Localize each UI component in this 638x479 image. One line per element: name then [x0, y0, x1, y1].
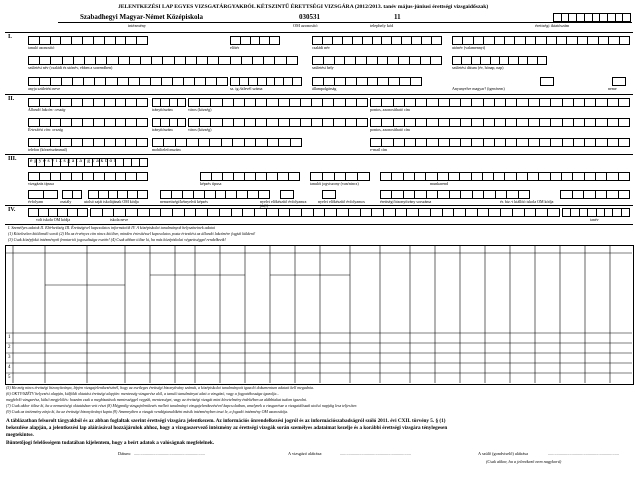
student-id-label: tanuló azonosító: [28, 45, 55, 50]
table-row-2: 2: [8, 345, 11, 350]
note-top-3: (3) Csak középfokú intézmények fenntartói jogosultsága esetén! (4) Csak abban töltse ki, ha más középiskolai végzettséggel rendelkezik!: [8, 237, 226, 242]
id-number-label: sz. ig./útlevél száma: [230, 86, 263, 91]
certificate-number-label: érettségi bizonyítvány sorszáma: [380, 199, 432, 204]
footnote-3: megfelelő vizsgarész, külső megjelölés: hozzám csak a megbízatások mentességgel vegyük, mentességet, vagy az érettségi vizsgát mint követelmény érdekében az alábbiakat tudom igazolni.: [6, 397, 308, 402]
given-name-label: utónév (valamennyi): [452, 45, 486, 50]
family-name-cells[interactable]: [312, 36, 442, 45]
school-name: Szabadhegyi Magyar-Német Középiskola: [80, 13, 204, 21]
prev-school-name-cells[interactable]: [90, 208, 560, 217]
om-code: 030531: [299, 13, 320, 21]
prep-year-2-cell[interactable]: [322, 190, 336, 199]
prefix-cells[interactable]: [230, 36, 280, 45]
mobile-cells[interactable]: [152, 138, 302, 147]
id-number-cells[interactable]: [230, 77, 302, 86]
subjects-table-grid: [5, 245, 633, 385]
certificate-number-cells[interactable]: [380, 190, 530, 199]
student-status-cells[interactable]: [310, 172, 370, 181]
note-top-1: I. Személyes adatok II. Elérhetőség III. Érettségivel kapcsolatos információk IV. A középiskolai tanulmányok helyszíneinek adatai: [8, 225, 215, 230]
cert-school-om-cells[interactable]: [560, 190, 630, 199]
phone-label: telefon (körzetszámmal): [28, 147, 67, 152]
school-label: intézmény: [128, 23, 146, 28]
prep-year-label: nyelvi előkészítő évfolyamra jár(t): [260, 199, 307, 208]
citizenship-label: állampolgárság: [312, 86, 337, 91]
training-type-label: képzés típusa: [200, 181, 222, 186]
section-1-roman: I.: [8, 34, 12, 40]
class-label: osztály: [60, 199, 72, 204]
applicant-signature-label: A vizsgázó aláírása:: [288, 451, 323, 456]
sex-cell[interactable]: [612, 77, 626, 86]
applicant-signature-dots[interactable]: ..................................................................: [340, 451, 411, 456]
table-row-3: 3: [8, 355, 11, 360]
prefix-label: előtér: [230, 45, 240, 50]
class-cells[interactable]: [62, 190, 82, 199]
section-4-roman: IV.: [8, 207, 16, 213]
section-3-roman: III.: [8, 156, 17, 162]
school-om-label: utolsó saját iskolájának OM kódja: [84, 199, 139, 204]
grade-cells[interactable]: [28, 190, 58, 199]
footnote-2: (6) OKTV/SZÉTV helyezési alapján, külföldi oktatást érettségi alapján: mentesség vizsgarész alól, a tanuló tanulmányai alatt a vizsgázó, vagy a fogyatékossága igazolja...: [6, 391, 280, 396]
notify-zip-label: irányítószám: [152, 127, 173, 132]
birth-date-label: születési dátum (év, hónap, nap): [452, 65, 504, 70]
prev-school-name-label: iskola neve: [110, 217, 129, 222]
date-dots[interactable]: ..................................................................: [134, 451, 205, 456]
notify-city-cells[interactable]: [188, 118, 368, 127]
school-om-cells[interactable]: [88, 190, 148, 199]
site-label: telephely kód: [370, 23, 394, 28]
address-zip-label: irányítószám: [152, 107, 173, 112]
work-schedule-cells[interactable]: [380, 172, 630, 181]
sex-label: neme: [608, 86, 617, 91]
address-city-label: város (község): [188, 107, 212, 112]
notify-country-label: Értesítési cím: ország: [28, 127, 63, 132]
form-title: JELENTKEZÉSI LAP EGYES VIZSGATÁRGYAKBÓL KÉTSZINTŰ ÉRETTSÉGI VIZSGÁRA (2012/2013. tanév május-júniusi érettségi vizsgaidőszak): [118, 4, 489, 10]
birth-name-cells[interactable]: [28, 56, 298, 65]
table-row-5: 5: [8, 375, 11, 380]
prep-year-cell[interactable]: [280, 190, 294, 199]
address-country-cells[interactable]: [28, 98, 148, 107]
notify-city-label: város (község): [188, 127, 212, 132]
mother-name-label: anyja születési neve: [28, 86, 60, 91]
email-label: e-mail cím: [370, 147, 388, 152]
training-type-cells[interactable]: [200, 172, 300, 181]
cert-school-om-label: ér. biz.-t kiállító iskola OM kódja: [500, 199, 554, 204]
table-row-1: 1: [8, 335, 11, 340]
birth-date-cells[interactable]: [452, 56, 547, 65]
given-name-cells[interactable]: [452, 36, 630, 45]
address-street-label: pontos, azonosítható cím: [370, 107, 410, 112]
exam-type-value: e g y e s v i z s g a t á r g y a k b ó l: [30, 158, 116, 164]
school-year-cells[interactable]: [562, 208, 630, 217]
family-name-label: családi név: [312, 45, 330, 50]
mother-tongue-cell[interactable]: [540, 77, 554, 86]
work-schedule-label: munkarend: [430, 181, 448, 186]
minority-training-label: nemzetiségi/kétnyelvű képzés: [160, 199, 208, 204]
mother-tongue-label: Anyanyelve magyar? (igen/nem): [452, 86, 505, 91]
site-code: 11: [394, 13, 401, 21]
mother-name-cells[interactable]: [28, 77, 228, 86]
footnote-4: (7) Csak akkor töltse ki, ha a nemzetiségi oktatásban vett részt (8) Mégpedig vizsgajelentkezés mellett tanulmányi vizsgajelentkezésével kapcsolatban, amelynek a vizsgarésze a vizsgaidőszak utolsó napjáig lesz teljesítve.: [6, 403, 358, 408]
address-zip-cells[interactable]: [152, 98, 186, 107]
address-country-label: Állandó lakcím: ország: [28, 107, 66, 112]
declaration-1: A táblázatban felsorolt tárgyakból és az abban foglaltak szerint érettségi vizsgára jelentkezem. Az információs önrendelkezési jogról és az információszabadságról szóló 2011. évi CXII. törvény 5. § (1): [6, 418, 446, 424]
minority-training-cells[interactable]: [160, 190, 270, 199]
mobile-label: mobiltelefonszám: [152, 147, 181, 152]
footnote-1: (5) Ha még nincs érettségi bizonyítványa, lépjen vizsgajelentkezésénél, hogy az esetleges érettségi bizonyítvány számát, a középiskolai tanulmányait igazoló dokumentum adatait kell megadnia.: [6, 385, 314, 390]
prev-school-om-label: volt iskola OM kódja: [36, 217, 71, 222]
notify-street-cells[interactable]: [370, 118, 630, 127]
date-label-sign: Dátum:: [118, 451, 131, 456]
section-2-roman: II.: [8, 96, 15, 102]
prev-school-om-cells[interactable]: [28, 208, 88, 217]
declaration-3: megtekintse.: [6, 432, 34, 438]
school-year-label: tanév: [590, 217, 599, 222]
guardian-signature-dots[interactable]: ..................................................................: [548, 451, 619, 456]
address-city-cells[interactable]: [188, 98, 368, 107]
student-id-cells[interactable]: [28, 36, 148, 45]
email-cells[interactable]: [370, 138, 630, 147]
om-label: OM azonosító: [293, 23, 318, 28]
guardian-signature-label: A szülő (gondviselő) aláírása: [478, 451, 528, 456]
address-street-cells[interactable]: [370, 98, 630, 107]
iktatoszam-cells[interactable]: [553, 13, 631, 22]
note-top-2: (1) Kötelezően kitöltendő sorok (2) Ha az érvényes cím nincs kitöltve, minden értesítéssel kapcsolatos posta értesítést az állandó lakcímére fogjuk küldeni!: [8, 231, 256, 236]
phone-cells[interactable]: [28, 138, 148, 147]
notify-country-cells[interactable]: [28, 118, 148, 127]
exam-kind-label: vizsgázás típusa: [28, 181, 54, 186]
birth-place-cells[interactable]: [312, 56, 442, 65]
declaration-4: Büntetőjogi felelősségem tudatában kijelentem, hogy a beírt adatok a valóságnak megfelelnek.: [6, 440, 215, 446]
notify-zip-cells[interactable]: [152, 118, 186, 127]
prep-year-2-label: nyelvi előkészítő évfolyamos: [318, 199, 365, 204]
notify-street-label: pontos, azonosítható cím: [370, 127, 410, 132]
citizenship-cells[interactable]: [312, 77, 422, 86]
footnote-5: (9) Csak az intézmény zárja ki, ha az érettségi bizonyítványt kapta (9) Amennyiben a vizsgát vendégtanulóként másik intézményben teszi le, a fogadó intézmény OM azonosítója.: [6, 409, 289, 414]
student-status-label: tanulói jogviszony (van/nincs): [310, 181, 359, 186]
birth-place-label: születési hely: [312, 65, 334, 70]
declaration-2: bekezdése alapján, a jelentkezési lap aláírásával hozzájárulok ahhoz, hogy a vizsgaszervező intézmény az érettségi vizsgák során személyes adataimat kezelje és a korábbi érettségi vizsgára ténylegesen: [6, 425, 448, 431]
exam-kind-cells[interactable]: [28, 172, 148, 181]
table-row-4: 4: [8, 365, 11, 370]
birth-name-label: születési név (családi és utónév, ebben a sorrendben): [28, 65, 113, 70]
grade-label: évfolyam: [28, 199, 44, 204]
date-label: érettségi iktatószám: [535, 23, 570, 28]
guardian-note: (Csak akkor, ha a jelentkező nem nagykorú): [486, 459, 562, 464]
